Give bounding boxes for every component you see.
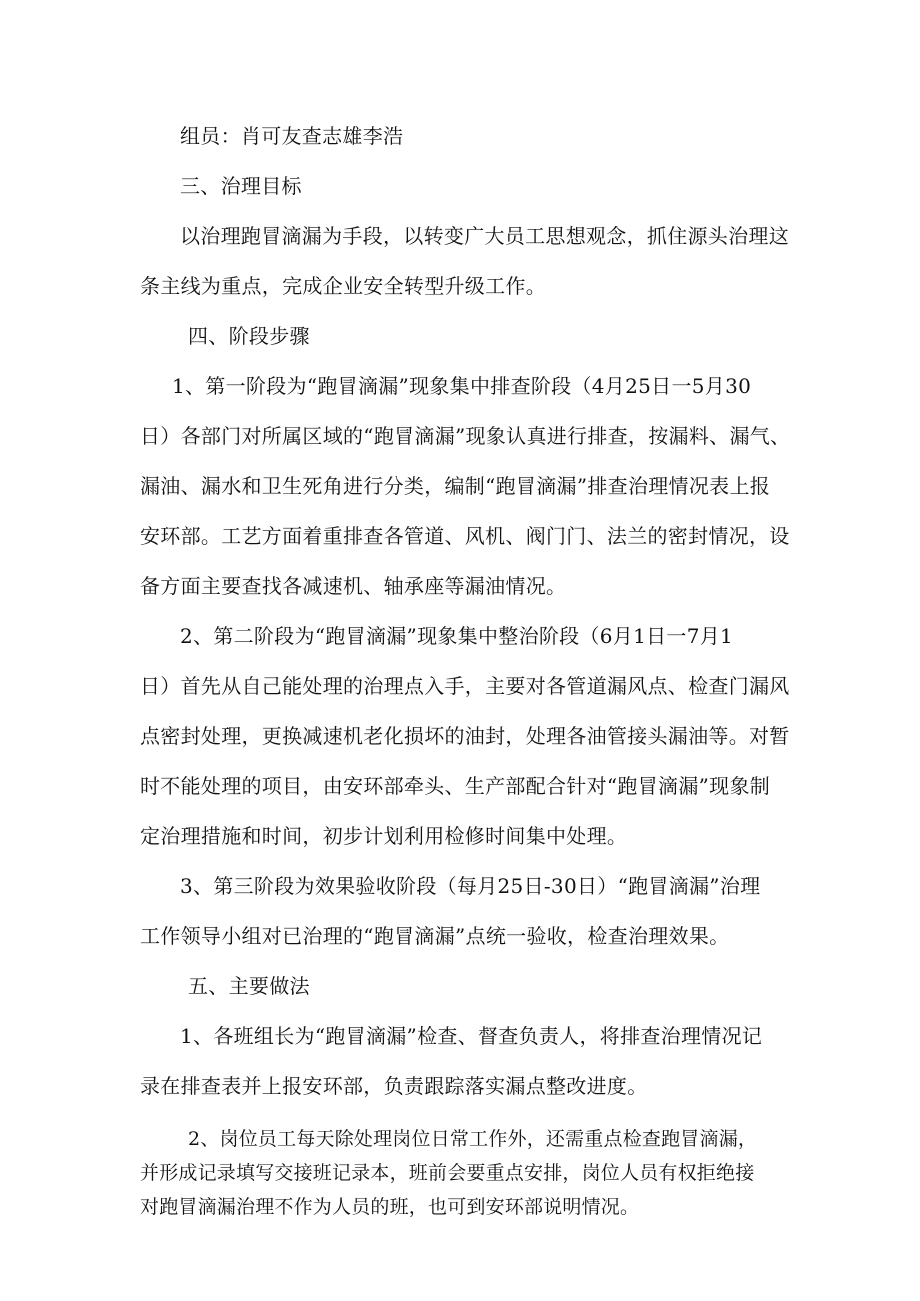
- paragraph-line: 点密封处理，更换减速机老化损坏的油封，处理各油管接头漏油等。对暂: [140, 724, 790, 748]
- paragraph-line: 2、岗位员工每天除处理岗位日常工作外，还需重点检查跑冒滴漏，: [188, 1128, 758, 1150]
- paragraph-line: 备方面主要查找各减速机、轴承座等漏油情况。: [140, 574, 567, 598]
- paragraph-line: 1、第一阶段为“跑冒滴漏”现象集中排查阶段（4月25日一5月30: [172, 374, 752, 398]
- paragraph-line: 对跑冒滴漏治理不作为人员的班，也可到安环部说明情况。: [140, 1196, 640, 1218]
- paragraph-line: 条主线为重点，完成企业安全转型升级工作。: [140, 274, 546, 298]
- paragraph-line: 录在排查表并上报安环部，负责跟踪落实漏点整改进度。: [140, 1074, 648, 1098]
- paragraph-line: 3、第三阶段为效果验收阶段（每月25日-30日）“跑冒滴漏”治理: [180, 874, 761, 898]
- paragraph-line: 定治理措施和时间，初步计划利用检修时间集中处理。: [140, 824, 628, 848]
- section-heading-goals: 三、治理目标: [180, 174, 302, 198]
- paragraph-line: 工作领导小组对已治理的“跑冒滴漏”点统一验收，检查治理效果。: [140, 924, 730, 948]
- paragraph-line: 安环部。工艺方面着重排查各管道、风机、阀门门、法兰的密封情况，设: [140, 524, 790, 548]
- member-line: 组员：肖可友查志雄李浩: [180, 124, 404, 148]
- paragraph-line: 以治理跑冒滴漏为手段，以转变广大员工思想观念，抓住源头治理这: [180, 224, 789, 248]
- paragraph-line: 日）首先从自己能处理的治理点入手，主要对各管道漏风点、检查门漏风: [140, 674, 790, 698]
- section-heading-practices: 五、主要做法: [188, 974, 310, 998]
- section-heading-steps: 四、阶段步骤: [188, 324, 310, 348]
- paragraph-line: 2、第二阶段为“跑冒滴漏”现象集中整治阶段（6月1日一7月1: [180, 624, 734, 648]
- paragraph-line: 时不能处理的项目，由安环部牵头、生产部配合针对“跑冒滴漏”现象制: [140, 774, 771, 798]
- paragraph-line: 并形成记录填写交接班记录本，班前会要重点安排，岗位人员有权拒绝接: [140, 1162, 755, 1184]
- paragraph-line: 日）各部门对所属区域的“跑冒滴漏”现象认真进行排查，按漏料、漏气、: [140, 424, 791, 448]
- paragraph-line: 1、各班组长为“跑冒滴漏”检查、督查负责人，将排查治理情况记: [180, 1024, 763, 1048]
- paragraph-line: 漏油、漏水和卫生死角进行分类，编制“跑冒滴漏”排查治理情况表上报: [140, 474, 771, 498]
